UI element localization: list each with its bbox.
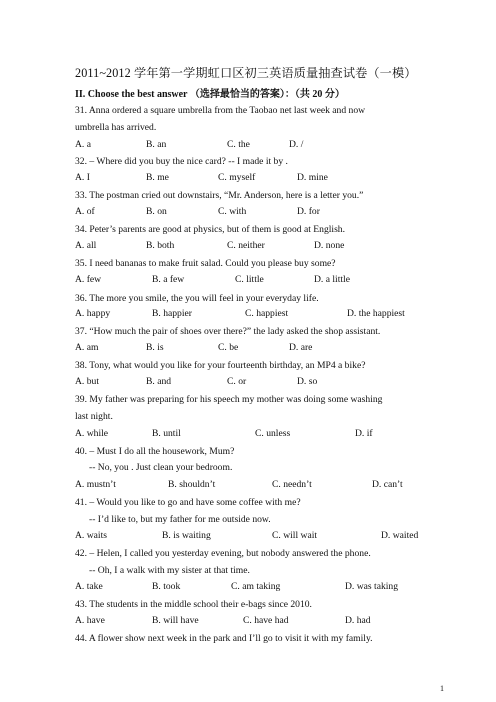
q31-option-d: D. /	[289, 139, 304, 150]
q36-option-d: D. the happiest	[347, 308, 405, 319]
q38-option-c: C. or	[227, 376, 247, 387]
question-42-line-1: 42. – Helen, I called you yesterday evening, but nobody answered the phone.	[75, 548, 371, 559]
q37-option-d: D. are	[289, 342, 313, 353]
q42-option-a: A. take	[75, 581, 103, 592]
q33-option-c: C. with	[218, 206, 247, 217]
q32-option-d: D. mine	[297, 172, 328, 183]
q35-option-b: B. a few	[152, 274, 185, 285]
q33-option-d: D. for	[297, 206, 320, 217]
q42-option-c: C. am taking	[231, 581, 281, 592]
q40-option-a: A. mustn’t	[75, 479, 116, 490]
page-title: 2011~2012 学年第一学期虹口区初三英语质量抽查试卷（一模）	[75, 66, 417, 80]
q40-option-b: B. shouldn’t	[168, 479, 216, 490]
q31-option-b: B. an	[146, 139, 167, 150]
q32-option-b: B. me	[146, 172, 169, 183]
question-32: 32. – Where did you buy the nice card? -- I made it by .	[75, 156, 288, 167]
q36-option-c: C. happiest	[245, 308, 289, 319]
q43-option-b: B. will have	[152, 615, 199, 626]
q41-option-c: C. will wait	[272, 530, 318, 541]
q41-option-d: D. waited	[381, 530, 419, 541]
q38-option-a: A. but	[75, 376, 99, 387]
q35-option-d: D. a little	[314, 274, 350, 285]
question-39-line-2: last night.	[75, 411, 113, 422]
q38-option-b: B. and	[146, 376, 172, 387]
section-heading: II. Choose the best answer （选择最恰当的答案）：（共 20 分）	[75, 89, 345, 100]
q32-option-a: A. I	[75, 172, 90, 183]
q32-option-c: C. myself	[218, 172, 256, 183]
q37-option-b: B. is	[146, 342, 164, 353]
q33-option-a: A. of	[75, 206, 95, 217]
question-31-line-2: umbrella has arrived.	[75, 122, 157, 133]
question-41-line-1: 41. – Would you like to go and have some coffee with me?	[75, 497, 301, 508]
q35-option-c: C. little	[235, 274, 264, 285]
question-33: 33. The postman cried out downstairs, “Mr. Anderson, here is a letter you.”	[75, 190, 364, 201]
q34-option-c: C. neither	[227, 240, 265, 251]
q36-option-b: B. happier	[152, 308, 192, 319]
question-44: 44. A flower show next week in the park and I’ll go to visit it with my family.	[75, 633, 373, 644]
q42-option-b: B. took	[152, 581, 181, 592]
question-34: 34. Peter’s parents are good at physics, but of them is good at English.	[75, 224, 346, 235]
question-37: 37. “How much the pair of shoes over there?” the lady asked the shop assistant.	[75, 326, 381, 337]
question-39-line-1: 39. My father was preparing for his speech my mother was doing some washing	[75, 394, 383, 405]
q37-option-a: A. am	[75, 342, 99, 353]
q43-option-c: C. have had	[243, 615, 289, 626]
q38-option-d: D. so	[297, 376, 318, 387]
q34-option-b: B. both	[146, 240, 175, 251]
question-43: 43. The students in the middle school their e-bags since 2010.	[75, 599, 312, 610]
question-42-line-2: -- Oh, I a walk with my sister at that time.	[89, 565, 250, 576]
q40-option-d: D. can’t	[372, 479, 403, 490]
q35-option-a: A. few	[75, 274, 102, 285]
q41-option-b: B. is waiting	[162, 530, 211, 541]
q33-option-b: B. on	[146, 206, 167, 217]
question-36: 36. The more you smile, the you will feel in your everyday life.	[75, 293, 319, 304]
q42-option-d: D. was taking	[345, 581, 399, 592]
page-number: 1	[440, 684, 444, 693]
question-38: 38. Tony, what would you like for your fourteenth birthday, an MP4 a bike?	[75, 360, 366, 371]
q34-option-a: A. all	[75, 240, 97, 251]
question-40-line-2: -- No, you . Just clean your bedroom.	[89, 462, 233, 473]
q43-option-a: A. have	[75, 615, 105, 626]
q36-option-a: A. happy	[75, 308, 111, 319]
q39-option-b: B. until	[152, 428, 181, 439]
q41-option-a: A. waits	[75, 530, 107, 541]
question-40-line-1: 40. – Must I do all the housework, Mum?	[75, 446, 235, 457]
q39-option-a: A. while	[75, 428, 109, 439]
q40-option-c: C. needn’t	[272, 479, 312, 490]
question-41-line-2: -- I’d like to, but my father for me outside now.	[89, 514, 271, 525]
q43-option-d: D. had	[345, 615, 371, 626]
question-35: 35. I need bananas to make fruit salad. Could you please buy some?	[75, 258, 336, 269]
q37-option-c: C. be	[218, 342, 239, 353]
question-31-line-1: 31. Anna ordered a square umbrella from the Taobao net last week and now	[75, 105, 366, 116]
q39-option-c: C. unless	[255, 428, 291, 439]
q34-option-d: D. none	[314, 240, 345, 251]
q31-option-a: A. a	[75, 139, 91, 150]
q31-option-c: C. the	[227, 139, 250, 150]
q39-option-d: D. if	[355, 428, 373, 439]
